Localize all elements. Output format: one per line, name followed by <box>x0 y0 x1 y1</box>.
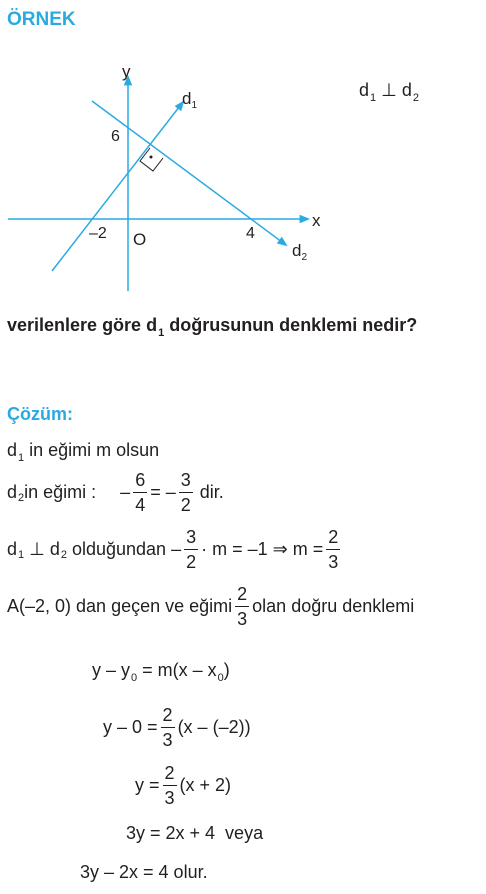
example-title: ÖRNEK <box>7 9 76 30</box>
solution-line4: A(–2, 0) dan geçen ve eğimi $\frac{2}{3}$ olan doğru denklemi <box>7 584 415 629</box>
coordinate-graph <box>0 55 340 295</box>
y-axis-label: y <box>122 62 131 81</box>
x-axis-label: x <box>312 211 321 230</box>
fraction-eq2: $\frac{2}{3}$ <box>162 705 173 750</box>
x-tick-4: 4 <box>246 225 255 242</box>
given-relation: $d_1$ ⊥ $d_2$ <box>359 80 419 104</box>
right-angle-dot <box>150 156 153 159</box>
fraction-2-3: $\frac{2}{3}$ <box>328 527 339 572</box>
fraction-3-2b: $\frac{3}{2}$ <box>186 527 197 572</box>
question-text: verilenlere göre $d_1$ doğrusunun denklemi nedir? <box>7 315 418 339</box>
solution-heading: Çözüm: <box>7 404 73 424</box>
x-tick-neg2: –2 <box>89 225 107 242</box>
origin-label: O <box>133 230 147 249</box>
equation-simplified: y = $\frac{2}{3}$ (x + 2) <box>135 763 232 808</box>
d1-label: $d_1$ <box>182 89 198 111</box>
fraction-eq3: $\frac{2}{3}$ <box>164 763 175 808</box>
equation-final: 3y – 2x = 4 olur. <box>80 862 208 882</box>
d2-label: $d_2$ <box>292 241 308 263</box>
fraction-3-2: $\frac{3}{2}$ <box>180 470 191 515</box>
equation-substituted: y – 0 = $\frac{2}{3}$ (x – (–2)) <box>103 705 251 750</box>
equation-expanded: 3y = 2x + 4 veya <box>126 823 264 843</box>
solution-line2: d 2 in eğimi : – $\frac{6}{4}$ = – $\frac{3}{2}$ dir. <box>7 470 224 515</box>
equation-point-slope: $y - y_0 = m(x - x_0)$ <box>92 660 230 684</box>
y-tick-6: 6 <box>111 128 120 145</box>
solution-line3: d 1 ⊥ d 2 olduğundan – $\frac{3}{2}$ · m = –1 ⇒ m = $\frac{2}{3}$ <box>7 527 339 572</box>
fraction-2-3b: $\frac{2}{3}$ <box>237 584 248 629</box>
line-d2 <box>92 101 286 245</box>
solution-line1: $d_1$ in eğimi m olsun <box>7 440 160 464</box>
fraction-6-4: $\frac{6}{4}$ <box>135 470 146 515</box>
